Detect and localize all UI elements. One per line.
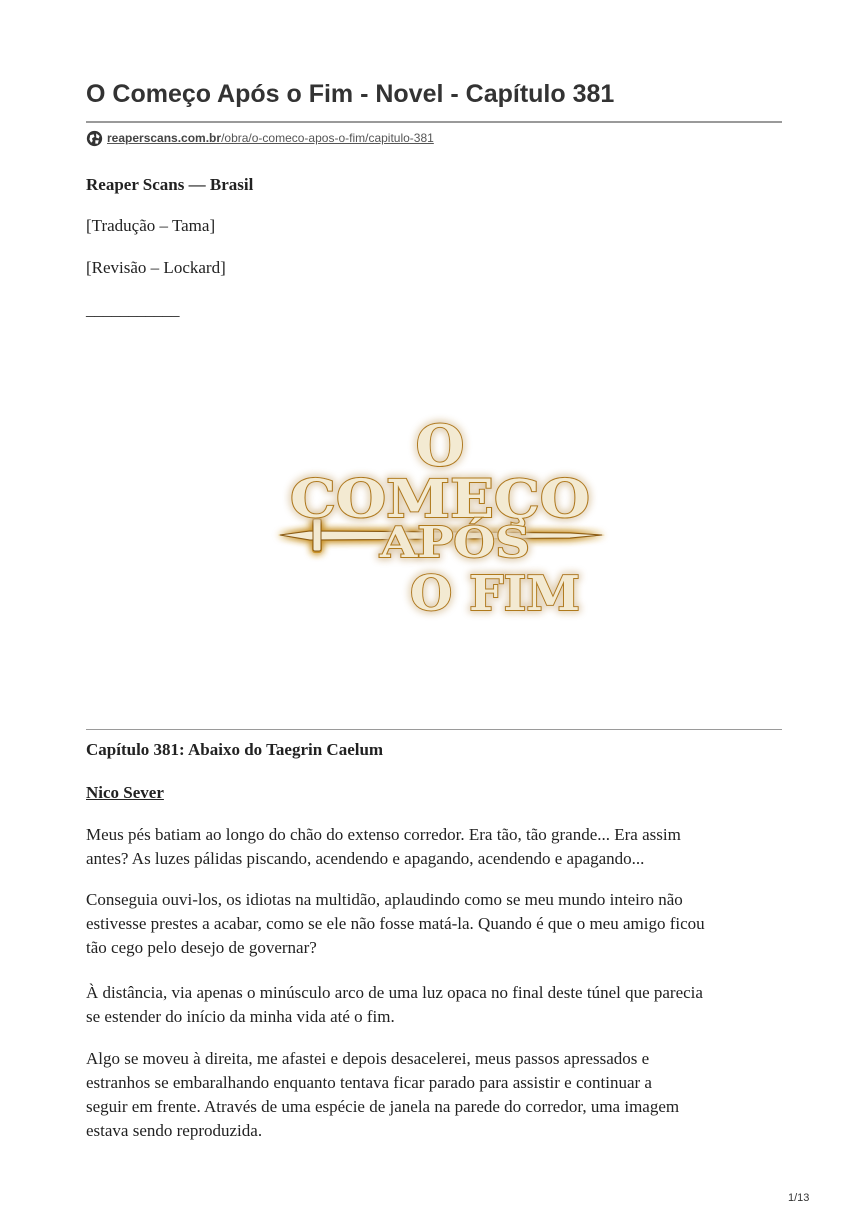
source-row: [86, 129, 434, 147]
paragraph-line: estivesse prestes a acabar, como se ele não fosse matá-la. Quando é que o meu amigo ficou: [86, 914, 705, 933]
paragraph-line: Conseguia ouvi-los, os idiotas na multidão, aplaudindo como se meu mundo inteiro não: [86, 890, 683, 909]
logo-line-2: COMEÇO: [290, 469, 590, 530]
paragraph-3: [86, 981, 786, 1029]
source-link[interactable]: [107, 131, 434, 145]
group-credit: Reaper Scans — Brasil: [86, 175, 254, 194]
revision-credit: [Revisão – Lockard]: [86, 258, 226, 277]
logo-graphic: [270, 405, 610, 640]
section-divider: [86, 729, 782, 730]
separator-line: ___________: [86, 300, 180, 319]
logo-line-3: APÓS: [380, 518, 512, 567]
paragraph-line: se estender do início da minha vida até o fim.: [86, 1007, 395, 1026]
logo-line-1: O: [415, 413, 465, 479]
translation-credit: [Tradução – Tama]: [86, 216, 216, 235]
title-divider: [86, 121, 782, 123]
pov-heading: Nico Sever: [86, 783, 164, 802]
paragraph-line: antes? As luzes pálidas piscando, acendendo e apagando, acendendo e apagando...: [86, 849, 645, 868]
paragraph-line: estava sendo reproduzida.: [86, 1121, 263, 1140]
paragraph-4: [86, 1047, 786, 1143]
paragraph-line: estranhos se embaralhando enquanto tentava ficar parado para assistir e continuar a: [86, 1073, 652, 1092]
series-logo: [270, 405, 610, 640]
paragraph-line: Algo se moveu à direita, me afastei e depois desacelerei, meus passos apressados e: [86, 1049, 650, 1068]
logo-line-4: O FIM: [410, 566, 580, 622]
source-path: /obra/o-comeco-apos-o-fim/capitulo-381: [221, 131, 434, 145]
page-number: 1/13: [788, 1192, 810, 1204]
paragraph-2: [86, 888, 786, 960]
source-domain: reaperscans.com.br: [107, 131, 222, 145]
paragraph-line: tão cego pelo desejo de governar?: [86, 938, 317, 957]
paragraph-line: seguir em frente. Através de uma espécie de janela na parede do corredor, uma imagem: [86, 1097, 680, 1116]
paragraph-line: À distância, via apenas o minúsculo arco de uma luz opaca no final deste túnel que parecia: [86, 983, 703, 1002]
chapter-heading: Capítulo 381: Abaixo do Taegrin Caelum: [86, 740, 384, 759]
globe-icon: [86, 130, 103, 147]
page-title: O Começo Após o Fim - Novel - Capítulo 381: [86, 80, 615, 108]
paragraph-1: [86, 823, 786, 871]
paragraph-line: Meus pés batiam ao longo do chão do extenso corredor. Era tão, tão grande... Era assim: [86, 825, 681, 844]
